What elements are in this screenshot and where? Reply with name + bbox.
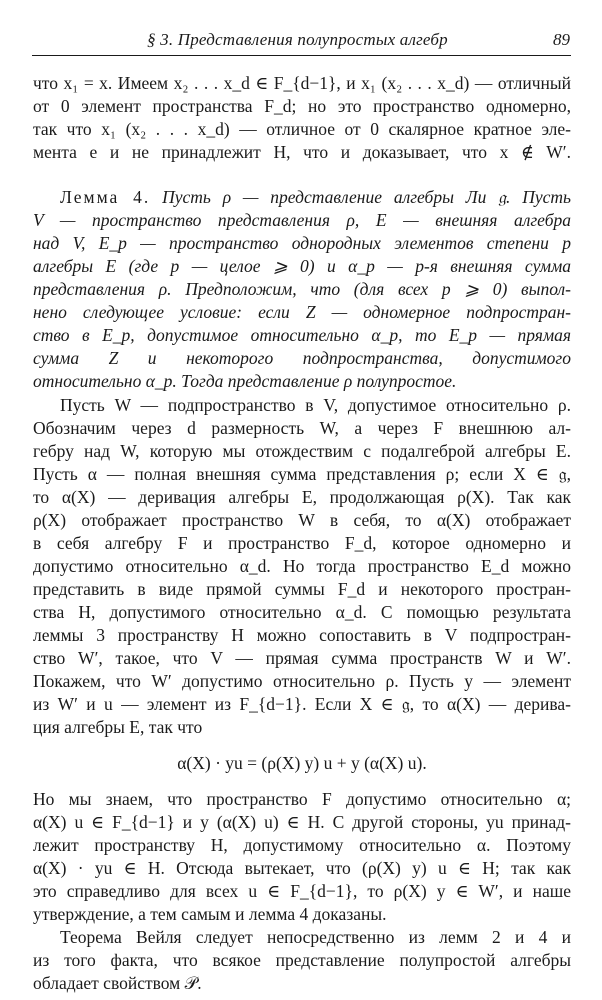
section-title: § 3. Представления полупростых алгебр xyxy=(147,30,448,49)
proof-line: Обозначим через d размерность W, а через F внешнюю ал- xyxy=(33,418,571,438)
lemma-line: над V, E_p — пространство однородных элементов степени p xyxy=(33,233,571,253)
lemma-text: Пусть ρ — представление алгебры Ли 𝔤. Пусть xyxy=(162,187,571,207)
proof-line: ρ(X) отображает пространство W в себя, то α(X) отображает xyxy=(33,510,571,530)
text-line: мента e и не принадлежит H, что и доказывает, что x ∉ W′. xyxy=(33,142,571,162)
page-number: 89 xyxy=(553,30,570,49)
lemma-line: представления ρ. Предположим, что (для всех p ⩾ 0) выпол- xyxy=(33,279,571,299)
proof-line: допустимо относительно α_d. Но тогда пространство E_d можно xyxy=(33,556,571,576)
text-line: это справедливо для всех u ∈ F_{d−1}, то ρ(X) y ∈ W′, и наше xyxy=(33,881,571,901)
text-line: что x₁ = x. Имеем x₂ . . . x_d ∈ F_{d−1}, и x₁ (x₂ . . . x_d) — отличный xyxy=(33,73,571,93)
proof-line: из W′ и u — элемент из F_{d−1}. Если X ∈ 𝔤, то α(X) — дерива- xyxy=(33,694,571,714)
lemma-line: сумма Z и некоторого подпространства, допустимого xyxy=(33,348,571,368)
proof-line: Пусть α — полная внешняя сумма представления ρ; если X ∈ 𝔤, xyxy=(33,464,571,484)
text-line: α(X) · yu ∈ H. Отсюда вытекает, что (ρ(X) y) u ∈ H; так как xyxy=(33,858,571,878)
proof-line: то α(X) — деривация алгебры E, продолжающая ρ(X). Так как xyxy=(33,487,571,507)
text-line: α(X) u ∈ F_{d−1} и y (α(X) u) ∈ H. С другой стороны, yu принад- xyxy=(33,812,571,832)
proof-line: леммы 3 пространству H можно сопоставить в V подпростран- xyxy=(33,625,571,645)
proof-line: ства H, допустимого относительно α_d. С помощью результата xyxy=(33,602,571,622)
display-formula: α(X) · yu = (ρ(X) y) u + y (α(X) u). xyxy=(177,753,427,773)
lemma-line: нено следующее условие: если Z — одномерное подпростран- xyxy=(33,302,571,322)
lemma-line: V — пространство представления ρ, E — внешняя алгебра xyxy=(33,210,571,230)
proof-line: гебру над W, которую мы отождествим с подалгеброй алгебры E. xyxy=(33,441,571,461)
text-line: лежит пространству H, допустимому относительно α. Поэтому xyxy=(33,835,571,855)
lemma-first-line xyxy=(60,186,571,208)
proof-line: ция алгебры E, так что xyxy=(33,717,203,737)
lemma-line: алгебры E (где p — целое ⩾ 0) и α_p — p-я внешняя сумма xyxy=(33,256,571,276)
running-header xyxy=(32,28,574,54)
text-line: так что x₁ (x₂ . . . x_d) — отличное от 0 скалярное кратное эле- xyxy=(33,119,571,139)
text-line: обладает свойством 𝒫. xyxy=(33,973,202,993)
text-line: утверждение, а тем самым и лемма 4 доказаны. xyxy=(33,904,387,924)
header-rule xyxy=(32,55,571,56)
proof-line: Пусть W — подпространство в V, допустимое относительно ρ. xyxy=(60,395,571,415)
text-line: от 0 элемент пространства F_d; но это пространство одномерно, xyxy=(33,96,571,116)
text-line: Но мы знаем, что пространство F допустимо относительно α; xyxy=(33,789,571,809)
text-line: из того факта, что всякое представление полупростой алгебры xyxy=(33,950,571,970)
lemma-line: относительно α_p. Тогда представление ρ полупростое. xyxy=(33,371,457,391)
proof-line: представить в виде прямой суммы F_d и некоторого простран- xyxy=(33,579,571,599)
text-line: Теорема Вейля следует непосредственно из лемм 2 и 4 и xyxy=(60,927,571,947)
proof-line: в себя алгебру F и пространство F_d, которое одномерно и xyxy=(33,533,571,553)
lemma-line: ство в E_p, допустимое относительно α_p, то E_p — прямая xyxy=(33,325,571,345)
proof-line: Покажем, что W′ допустимо относительно ρ. Пусть y — элемент xyxy=(33,671,571,691)
lemma-label: Лемма 4. xyxy=(60,187,151,207)
proof-line: ство W′, такое, что V — прямая сумма пространств W и W′. xyxy=(33,648,571,668)
